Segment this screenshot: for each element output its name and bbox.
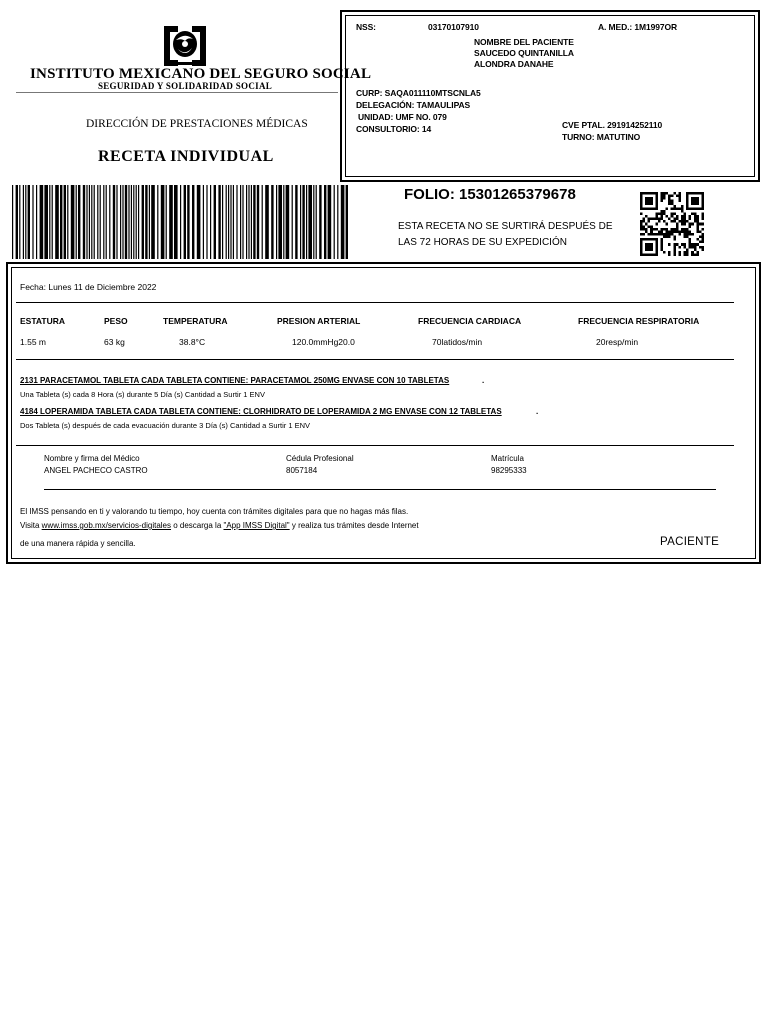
cedula-label: Cédula Profesional — [286, 454, 354, 463]
cve-ptal-value: CVE PTAL. 291914252110 — [562, 120, 663, 130]
qr-code — [640, 192, 704, 256]
header-divider — [16, 92, 338, 93]
page-title: RECETA INDIVIDUAL — [98, 148, 274, 165]
unidad-value: UNIDAD: UMF NO. 079 — [358, 112, 447, 122]
divider-line — [16, 302, 734, 303]
patient-name-line1: SAUCEDO QUINTANILLA — [474, 48, 574, 58]
vital-header-peso: PESO — [104, 316, 128, 326]
nss-label: NSS: — [356, 22, 376, 32]
vital-header-frec-respiratoria: FRECUENCIA RESPIRATORIA — [578, 316, 700, 326]
medication-dose: Dos Tableta (s) después de cada evacuación durante 3 Día (s) Cantidad a Surtir 1 ENV — [20, 421, 311, 430]
app-imss-digital-link[interactable]: "App IMSS Digital" — [223, 521, 290, 530]
medication-title: 4184 LOPERAMIDA TABLETA CADA TABLETA CONTIENE: CLORHIDRATO DE LOPERAMIDA 2 MG ENVASE CON 12 TABLETAS — [20, 407, 502, 416]
divider-line — [16, 359, 734, 360]
footer-line2-c: y realiza tus trámites desde Internet — [289, 521, 419, 530]
medication-dose: Una Tableta (s) cada 8 Hora (s) durante 5 Día (s) Cantidad a Surtir 1 ENV — [20, 390, 265, 399]
medication-title-period: . — [536, 407, 539, 416]
doctor-name: ANGEL PACHECO CASTRO — [44, 466, 148, 475]
footer-line2 — [20, 521, 419, 530]
cedula-value: 8057184 — [286, 466, 318, 475]
curp-value: CURP: SAQA011110MTSCNLA5 — [356, 88, 481, 98]
consultorio-value: CONSULTORIO: 14 — [356, 124, 432, 134]
institution-subtitle: SEGURIDAD Y SOLIDARIDAD SOCIAL — [97, 81, 273, 91]
vital-header-frec-cardiaca: FRECUENCIA CARDIACA — [418, 316, 522, 326]
expiration-warning-line2: LAS 72 HORAS DE SU EXPEDICIÓN — [398, 237, 567, 248]
vital-value-temperatura: 38.8°C — [179, 337, 206, 347]
copy-label-paciente: PACIENTE — [660, 536, 720, 548]
prescription-date: Fecha: Lunes 11 de Diciembre 2022 — [20, 282, 157, 292]
turno-value: TURNO: MATUTINO — [562, 132, 641, 142]
patient-name-line2: ALONDRA DANAHE — [474, 59, 554, 69]
footer-line3: de una manera rápida y sencilla. — [20, 539, 136, 548]
vital-header-temperatura: TEMPERATURA — [163, 316, 228, 326]
vital-header-presion: PRESION ARTERIAL — [277, 316, 361, 326]
vital-value-estatura: 1.55 m — [20, 337, 46, 347]
folio-barcode — [12, 185, 350, 259]
vital-value-frec-respiratoria: 20resp/min — [596, 337, 639, 347]
vital-value-frec-cardiaca: 70latidos/min — [432, 337, 483, 347]
folio-number: FOLIO: 15301265379678 — [404, 186, 576, 203]
matricula-label: Matrícula — [491, 454, 524, 463]
medication-title: 2131 PARACETAMOL TABLETA CADA TABLETA CONTIENE: PARACETAMOL 250MG ENVASE CON 10 TABLETAS — [20, 376, 450, 385]
amed-value: A. MED.: 1M1997OR — [598, 22, 678, 32]
direccion-heading: DIRECCIÓN DE PRESTACIONES MÉDICAS — [86, 118, 308, 130]
vital-header-estatura: ESTATURA — [20, 316, 66, 326]
vital-value-presion: 120.0mmHg20.0 — [292, 337, 355, 347]
signature-line — [44, 489, 716, 490]
expiration-warning-line1: ESTA RECETA NO SE SURTIRÁ DESPUÉS DE — [398, 221, 613, 232]
servicios-digitales-link[interactable]: www.imss.gob.mx/servicios-digitales — [41, 521, 172, 530]
divider-line — [16, 445, 734, 446]
imss-eagle-logo — [158, 24, 212, 68]
footer-line2-b: o descarga la — [171, 521, 224, 530]
vital-value-peso: 63 kg — [104, 337, 125, 347]
doctor-name-label: Nombre y firma del Médico — [44, 454, 140, 463]
footer-line2-a: Visita — [20, 521, 42, 530]
footer-line1: El IMSS pensando en ti y valorando tu tiempo, hoy cuenta con trámites digitales para que no hagas más filas. — [20, 507, 409, 516]
medication-title-period: . — [482, 376, 485, 385]
institution-name: INSTITUTO MEXICANO DEL SEGURO SOCIAL — [30, 66, 372, 82]
expiration-warning — [398, 219, 638, 251]
patient-name-label: NOMBRE DEL PACIENTE — [474, 37, 574, 47]
delegacion-value: DELEGACIÓN: TAMAULIPAS — [356, 100, 471, 110]
nss-value: 03170107910 — [428, 22, 479, 32]
patient-info-box — [340, 10, 760, 182]
matricula-value: 98295333 — [491, 466, 527, 475]
